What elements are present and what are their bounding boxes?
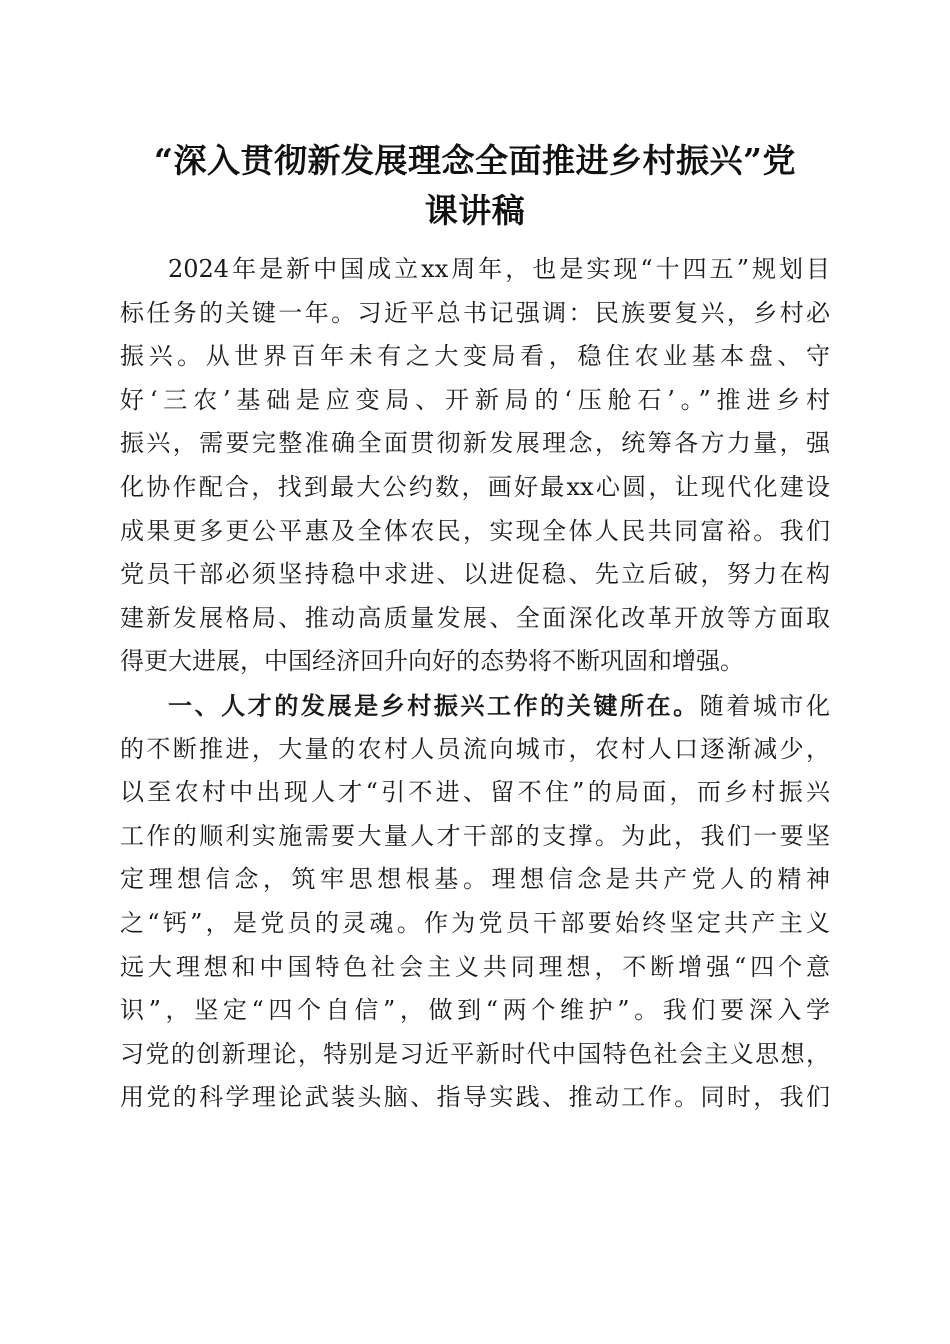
section1-line: 的不断推进，大量的农村人员流向城市，农村人口逐渐减少，	[120, 734, 830, 763]
paragraph1-line: 标任务的关键一年。习近平总书记强调：民族要复兴，乡村必	[120, 298, 830, 327]
paragraph1-line: 化协作配合，找到最大公约数，画好最xx心圆，让现代化建设	[120, 472, 830, 501]
section1-first-line	[120, 684, 830, 728]
paragraph1-line: 成果更多更公平惠及全体农民，实现全体人民共同富裕。我们	[120, 516, 830, 545]
section1-first-rest: 随着城市化	[699, 691, 831, 720]
paragraph1-line: 得更大进展，中国经济回升向好的态势将不断巩固和增强。	[120, 647, 744, 676]
section1-line: 定理想信念，筑牢思想根基。理想信念是共产党人的精神	[120, 865, 830, 894]
document-title	[100, 136, 850, 236]
section1-heading: 一、人才的发展是乡村振兴工作的关键所在。	[168, 690, 700, 720]
section1-line: 用党的科学理论武装头脑、指导实践、推动工作。同时，我们	[120, 1083, 830, 1112]
title-line-2: 课讲稿	[424, 191, 526, 230]
section1-line: 识”，坚定“四个自信”，做到“两个维护”。我们要深入学	[120, 996, 830, 1025]
section1-line: 之“钙”，是党员的灵魂。作为党员干部要始终坚定共产主义	[120, 908, 830, 937]
paragraph1-line: 2024年是新中国成立xx周年，也是实现“十四五”规划目	[168, 255, 830, 283]
paragraph1-line: 建新发展格局、推动高质量发展、全面深化改革开放等方面取	[120, 603, 830, 632]
section1-line: 以至农村中出现人才“引不进、留不住”的局面，而乡村振兴	[120, 778, 830, 807]
document-body	[120, 248, 830, 1120]
paragraph1-line: 振兴，需要完整准确全面贯彻新发展理念，统筹各方力量，强	[120, 429, 830, 458]
section1-line: 习党的创新理论，特别是习近平新时代中国特色社会主义思想，	[120, 1039, 830, 1068]
paragraph1-line: 好‘三农’基础是应变局、开新局的‘压舱石’。”推进乡村	[120, 385, 830, 414]
section1-line: 工作的顺利实施需要大量人才干部的支撑。为此，我们一要坚	[120, 821, 830, 850]
paragraph1-line: 振兴。从世界百年未有之大变局看，稳住农业基本盘、守	[120, 342, 830, 371]
paragraph1-line: 党员干部必须坚持稳中求进、以进促稳、先立后破，努力在构	[120, 560, 830, 589]
section1-line: 远大理想和中国特色社会主义共同理想，不断增强“四个意	[120, 952, 830, 981]
title-line-1: “深入贯彻新发展理念全面推进乡村振兴”党	[154, 141, 796, 180]
